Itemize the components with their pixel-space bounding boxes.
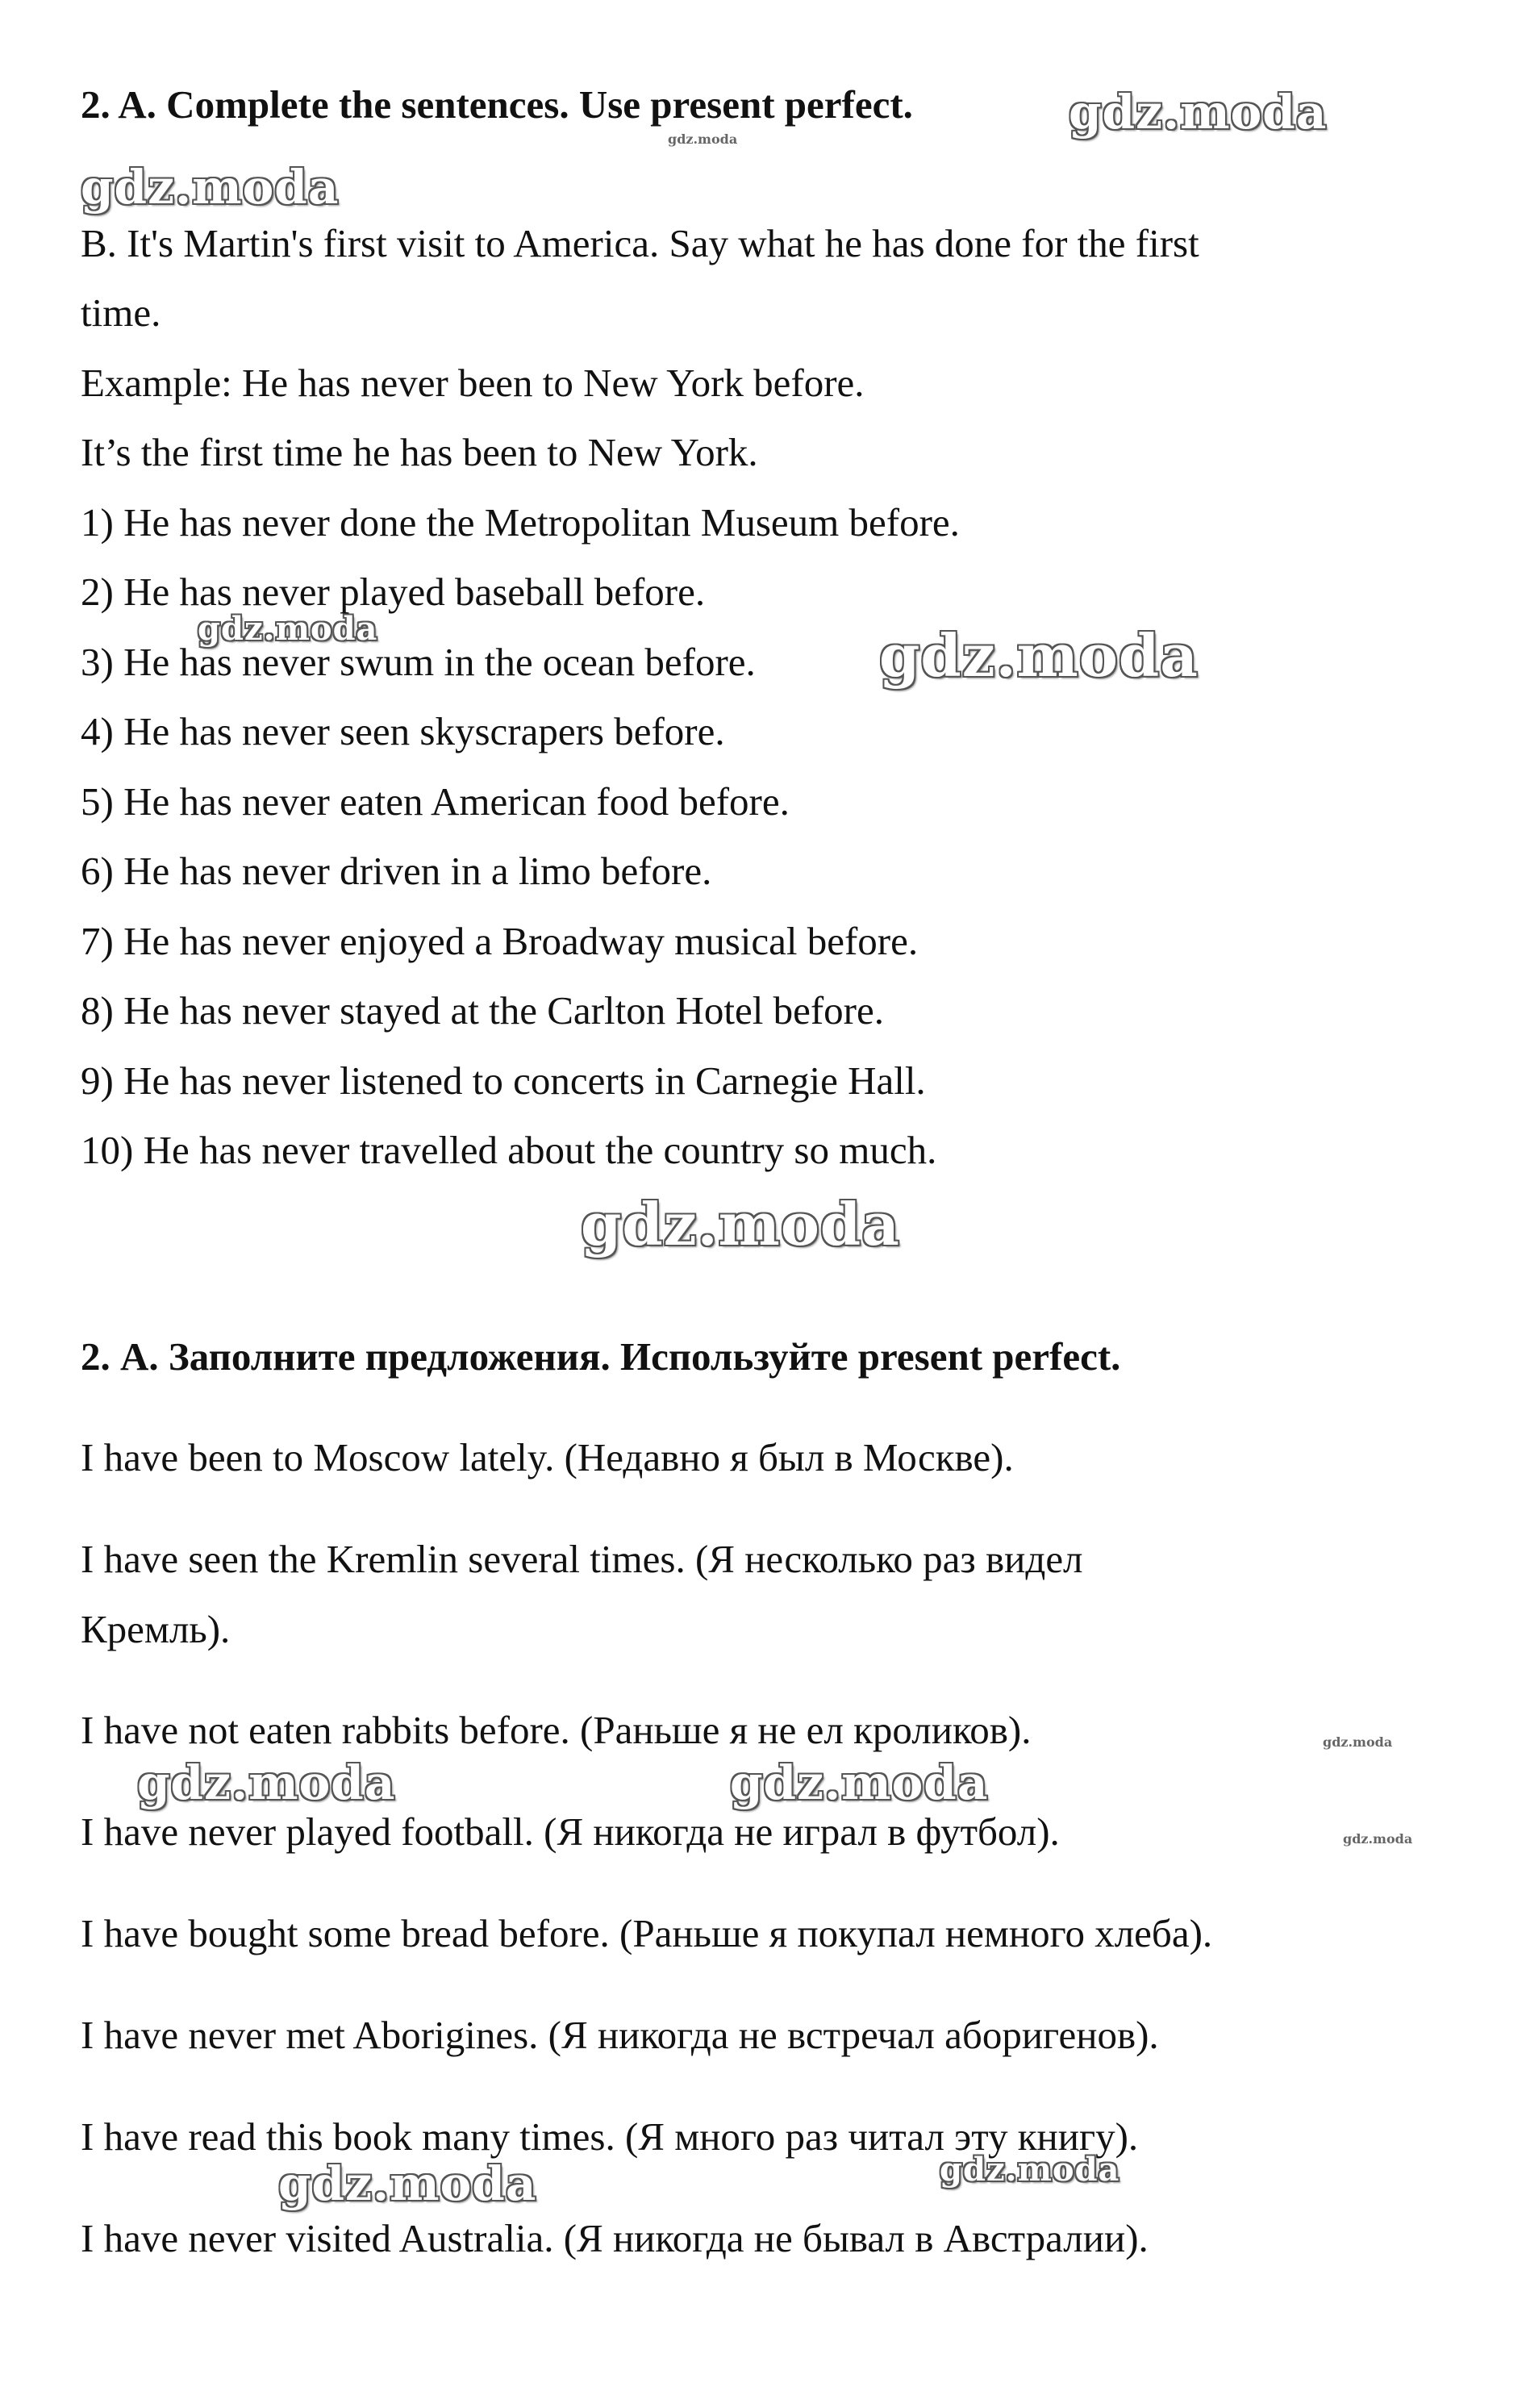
watermark: gdz.moda <box>278 2156 537 2211</box>
list-item: 9) He has never listened to concerts in Carnegie Hall. <box>81 1058 926 1103</box>
list-item: 6) He has never driven in a limo before. <box>81 849 712 893</box>
translation-line: I have read this book many times. (Я много раз читал эту книгу). <box>81 2114 1139 2159</box>
example-answer: It’s the first time he has been to New York. <box>81 430 758 474</box>
watermark: gdz.moda <box>730 1755 989 1810</box>
list-item: 7) He has never enjoyed a Broadway musical before. <box>81 919 919 963</box>
translation-line: I have never met Aborigines. (Я никогда не встречал аборигенов). <box>81 2013 1159 2057</box>
watermark: gdz.moda <box>1323 1734 1393 1750</box>
list-item: 3) He has never swum in the ocean before. <box>81 640 756 684</box>
watermark: gdz.moda <box>137 1755 396 1810</box>
list-item: 1) He has never done the Metropolitan Museum before. <box>81 500 960 545</box>
watermark: gdz.moda <box>940 2151 1120 2189</box>
watermark: gdz.moda <box>198 610 378 648</box>
translation-line: I have never played football. (Я никогда не играл в футбол). <box>81 1809 1060 1854</box>
list-item: 2) He has never played baseball before. <box>81 570 706 614</box>
watermark: gdz.moda <box>581 1190 900 1258</box>
part-b-line-1: B. It's Martin's first visit to America. Say what he has done for the first <box>81 221 1199 265</box>
translation-line: Кремль). <box>81 1607 231 1651</box>
watermark: gdz.moda <box>1343 1831 1413 1847</box>
english-heading: 2. A. Complete the sentences. Use present perfect. <box>81 82 913 127</box>
translation-line: I have bought some bread before. (Раньше я покупал немного хлеба). <box>81 1911 1213 1955</box>
translation-line: I have seen the Kremlin several times. (Я несколько раз видел <box>81 1537 1083 1581</box>
translation-line: I have never visited Australia. (Я никогда не бывал в Австралии). <box>81 2216 1149 2260</box>
watermark: gdz.moda <box>81 160 340 215</box>
list-item: 5) He has never eaten American food before. <box>81 779 790 824</box>
part-b-line-2: time. <box>81 290 161 335</box>
translation-line: I have not eaten rabbits before. (Раньше я не ел кроликов). <box>81 1708 1032 1752</box>
example-sentence: Example: He has never been to New York before. <box>81 361 865 405</box>
list-item: 8) He has never stayed at the Carlton Hotel before. <box>81 988 884 1033</box>
watermark: gdz.moda <box>668 131 738 147</box>
watermark: gdz.moda <box>1069 85 1328 140</box>
translation-line: I have been to Moscow lately. (Недавно я был в Москве). <box>81 1435 1014 1479</box>
russian-heading: 2. А. Заполните предложения. Используйте present perfect. <box>81 1334 1121 1379</box>
list-item: 4) He has never seen skyscrapers before. <box>81 709 725 753</box>
watermark: gdz.moda <box>879 621 1199 690</box>
list-item: 10) He has never travelled about the country so much. <box>81 1128 937 1172</box>
